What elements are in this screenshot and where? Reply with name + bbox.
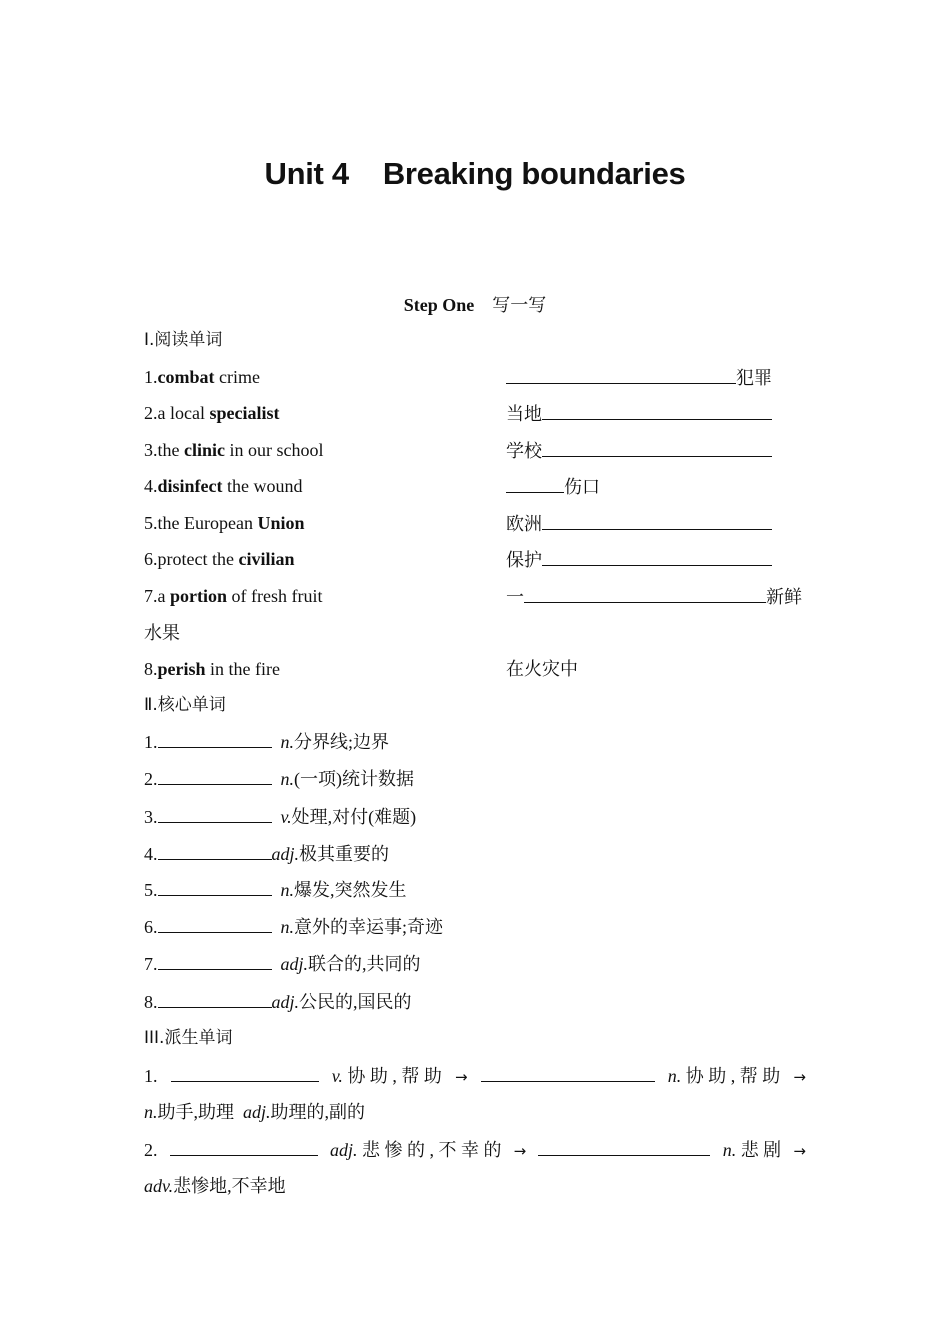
reading-item-4: 4.disinfect the wound	[144, 476, 303, 496]
derived-word-2-cont: adv.悲惨地,不幸地	[144, 1176, 286, 1196]
answer-blank	[158, 951, 272, 970]
derived-word-1-cont: n.助手,助理 adj.助理的,副的	[144, 1102, 366, 1122]
core-word-3[interactable]: 3. v.处理,对付(难题)	[144, 804, 416, 829]
answer-blank	[542, 438, 772, 457]
answer-blank	[158, 766, 272, 785]
answer-blank	[158, 989, 272, 1008]
reading-answer-1[interactable]: 犯罪	[506, 365, 772, 390]
answer-blank	[542, 547, 772, 566]
reading-answer-4[interactable]: 伤口	[506, 474, 600, 499]
section2-heading: Ⅱ.核心单词	[144, 695, 226, 715]
core-word-4[interactable]: 4. adj.极其重要的	[144, 841, 389, 866]
derived-word-2[interactable]: 2. adj. 悲 惨 的 , 不 幸 的 → n. 悲 剧 →	[144, 1137, 806, 1163]
core-word-1[interactable]: 1. n.分界线;边界	[144, 729, 389, 754]
answer-blank	[542, 401, 772, 420]
answer-blank	[158, 841, 272, 860]
section3-heading: III.派生单词	[144, 1028, 233, 1048]
section1-heading: Ⅰ.阅读单词	[144, 330, 223, 350]
answer-blank	[158, 914, 272, 933]
arrow-icon: →	[793, 1142, 806, 1160]
core-word-7[interactable]: 7. adj.联合的,共同的	[144, 951, 421, 976]
reading-item-3: 3.the clinic in our school	[144, 440, 324, 460]
page-title: Unit 4 Breaking boundaries	[264, 156, 686, 191]
reading-item-1: 1.combat crime	[144, 367, 260, 387]
answer-blank	[158, 804, 272, 823]
arrow-icon: →	[513, 1142, 527, 1160]
answer-blank	[524, 584, 766, 603]
reading-item-8: 8.perish in the fire	[144, 659, 280, 679]
core-word-5[interactable]: 5. n.爆发,突然发生	[144, 877, 407, 902]
reading-item-6: 6.protect the civilian	[144, 549, 295, 569]
answer-blank	[158, 877, 272, 896]
answer-blank	[170, 1137, 318, 1156]
arrow-icon: →	[793, 1068, 806, 1086]
answer-blank	[481, 1063, 655, 1082]
answer-blank	[171, 1063, 319, 1082]
answer-blank	[158, 729, 272, 748]
answer-blank	[506, 474, 564, 493]
reading-answer-3[interactable]: 学校	[506, 438, 772, 463]
reading-item-2: 2.a local specialist	[144, 403, 280, 423]
reading-item-5: 5.the European Union	[144, 513, 305, 533]
answer-blank	[506, 365, 736, 384]
answer-blank	[542, 511, 772, 530]
reading-answer-5[interactable]: 欧洲	[506, 511, 772, 536]
derived-word-1[interactable]: 1. v. 协 助 , 帮 助 → n. 协 助 , 帮 助 →	[144, 1063, 806, 1089]
arrow-icon: →	[454, 1068, 468, 1086]
reading-answer-7-wrap: 水果	[144, 623, 180, 643]
reading-answer-2[interactable]: 当地	[506, 401, 772, 426]
core-word-6[interactable]: 6. n.意外的幸运事;奇迹	[144, 914, 443, 939]
reading-item-7: 7.a portion of fresh fruit	[144, 586, 323, 606]
core-word-2[interactable]: 2. n.(一项)统计数据	[144, 766, 414, 791]
step-heading: Step One 写一写	[403, 295, 547, 315]
reading-answer-7[interactable]: 一 新鲜	[506, 584, 802, 609]
reading-answer-8: 在火灾中	[506, 659, 578, 679]
answer-blank	[538, 1137, 710, 1156]
reading-answer-6[interactable]: 保护	[506, 547, 772, 572]
core-word-8[interactable]: 8. adj.公民的,国民的	[144, 989, 412, 1014]
